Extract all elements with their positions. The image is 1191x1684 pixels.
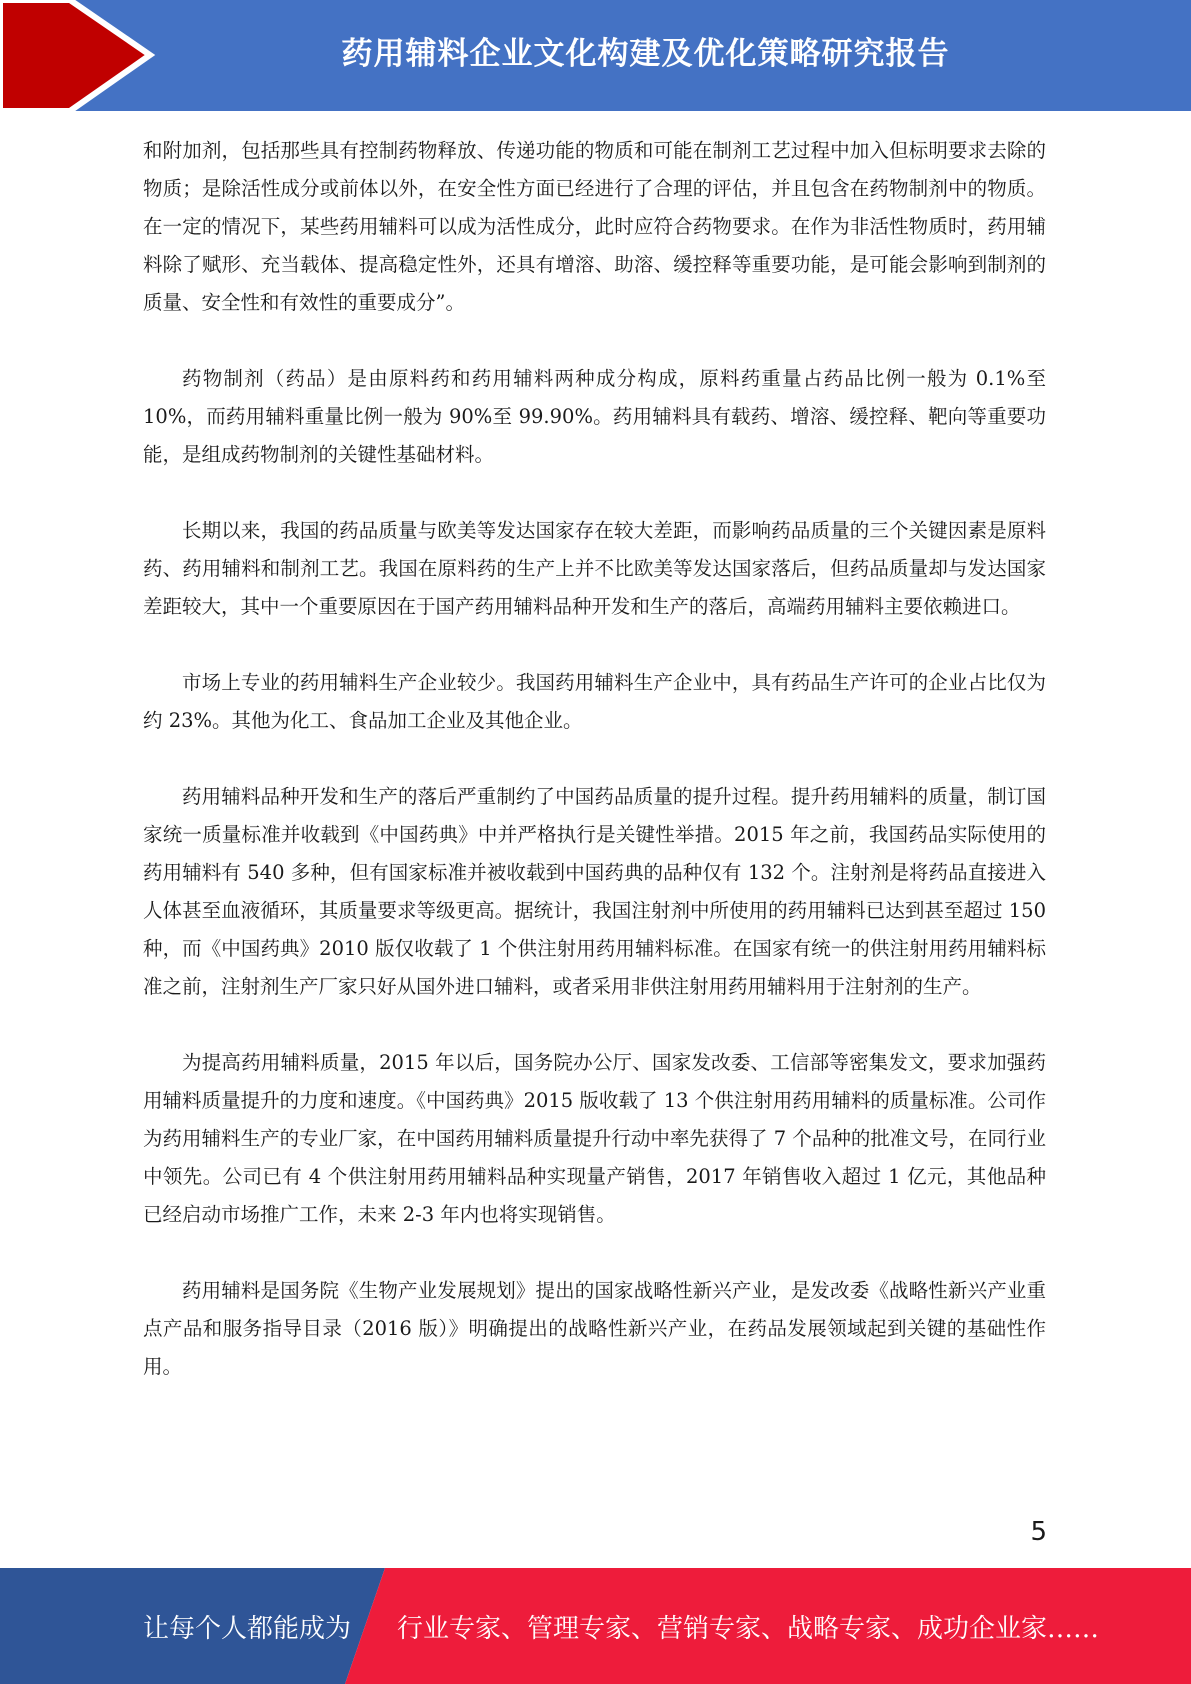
footer-slogan-right: 行业专家、管理专家、营销专家、战略专家、成功企业家…… — [397, 1613, 1100, 1644]
paragraph: 为提高药用辅料质量，2015 年以后，国务院办公厅、国家发改委、工信部等密集发文，要求加强药用辅料质量提升的力度和速度。《中国药典》2015 版收载了 13 个供注射用药用辅料的质量标准。公司作为药用辅料生产的专业厂家，在中国药用辅料质量提升行动中率先获得了 7 个品种的批准文号，在同行业中领先。公司已有 4 个供注射用药用辅料品种实现量产销售，2017 年销售收入超过 1 亿元，其他品种已经启动市场推广工作，未来 2-3 年内也将实现销售。 — [143, 1051, 1046, 1226]
paragraph: 长期以来，我国的药品质量与欧美等发达国家存在较大差距，而影响药品质量的三个关键因素是原料药、药用辅料和制剂工艺。我国在原料药的生产上并不比欧美等发达国家落后，但药品质量却与发达国家差距较大，其中一个重要原因在于国产药用辅料品种开发和生产的落后，高端药用辅料主要依赖进口。 — [143, 519, 1046, 618]
paragraph: 药用辅料是国务院《生物产业发展规划》提出的国家战略性新兴产业，是发改委《战略性新兴产业重点产品和服务指导目录（2016 版）》明确提出的战略性新兴产业，在药品发展领域起到关键的基础性作用。 — [143, 1279, 1046, 1378]
header-band — [0, 0, 1191, 111]
paragraph: 药物制剂（药品）是由原料药和药用辅料两种成分构成，原料药重量占药品比例一般为 0.1%至 10%，而药用辅料重量比例一般为 90%至 99.90%。药用辅料具有载药、增溶、缓控释、靶向等重要功能，是组成药物制剂的关键性基础材料。 — [143, 367, 1046, 466]
paragraph-continuation: 和附加剂，包括那些具有控制药物释放、传递功能的物质和可能在制剂工艺过程中加入但标明要求去除的物质；是除活性成分或前体以外，在安全性方面已经进行了合理的评估，并且包含在药物制剂中的物质。在一定的情况下，某些药用辅料可以成为活性成分，此时应符合药物要求。在作为非活性物质时，药用辅料除了赋形、充当载体、提高稳定性外，还具有增溶、助溶、缓控释等重要功能，是可能会影响到制剂的质量、安全性和有效性的重要成分”。 — [143, 139, 1046, 314]
footer-slogan-left: 让每个人都能成为 — [143, 1613, 352, 1644]
document-body — [143, 132, 1046, 1424]
paragraph: 市场上专业的药用辅料生产企业较少。我国药用辅料生产企业中，具有药品生产许可的企业占比仅为约 23%。其他为化工、食品加工企业及其他企业。 — [143, 671, 1046, 732]
paragraph: 药用辅料品种开发和生产的落后严重制约了中国药品质量的提升过程。提升药用辅料的质量，制订国家统一质量标准并收载到《中国药典》中并严格执行是关键性举措。2015 年之前，我国药品实际使用的药用辅料有 540 多种，但有国家标准并被收载到中国药典的品种仅有 132 个。注射剂是将药品直接进入人体甚至血液循环，其质量要求等级更高。据统计，我国注射剂中所使用的药用辅料已达到甚至超过 150 种，而《中国药典》2010 版仅收载了 1 个供注射用药用辅料标准。在国家有统一的供注射用药用辅料标准之前，注射剂生产厂家只好从国外进口辅料，或者采用非供注射用药用辅料用于注射剂的生产。 — [143, 785, 1046, 998]
header-title: 药用辅料企业文化构建及优化策略研究报告 — [341, 35, 950, 72]
page-number: 5 — [1030, 1517, 1047, 1547]
header-chevron-decoration — [0, 0, 160, 111]
footer-band — [0, 1568, 1191, 1684]
